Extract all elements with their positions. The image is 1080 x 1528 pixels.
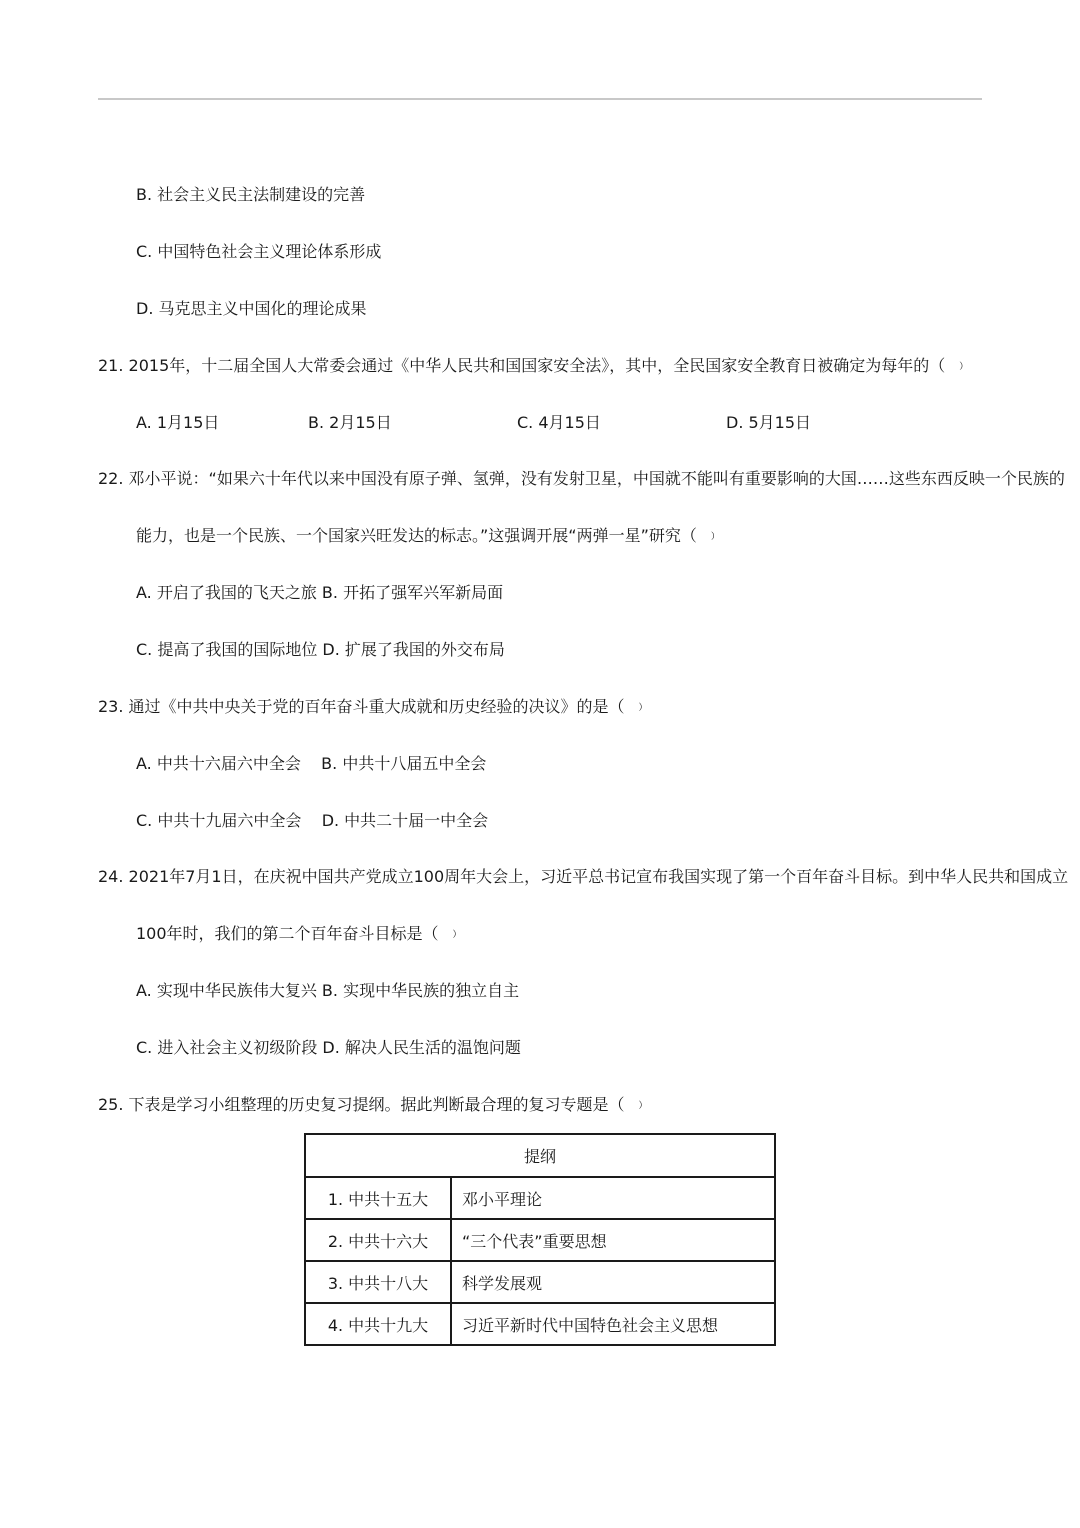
answer-paren: ） (638, 702, 648, 713)
q23-options-row1[interactable]: A. 中共十六届六中全会 B. 中共十八届五中全会 (136, 754, 487, 773)
table-cell-congress: 2. 中共十六大 (305, 1219, 451, 1261)
table-row (305, 1177, 775, 1219)
table-row (305, 1219, 775, 1261)
review-outline-table (304, 1133, 776, 1346)
q21-option-a[interactable]: A. 1月15日 (136, 413, 220, 432)
table-cell-congress: 3. 中共十八大 (305, 1261, 451, 1303)
question-25-text: 25. 下表是学习小组整理的历史复习提纲。据此判断最合理的复习专题是（ (98, 1095, 625, 1114)
q24-options-row2[interactable]: C. 进入社会主义初级阶段 D. 解决人民生活的温饱问题 (136, 1038, 521, 1057)
answer-paren: ） (638, 1100, 648, 1111)
question-23-stem (98, 695, 648, 720)
question-24-stem-line2 (136, 922, 462, 947)
answer-paren: ） (452, 929, 462, 940)
table-cell-theory: 科学发展观 (451, 1261, 775, 1303)
question-24-stem-line1: 24. 2021年7月1日，在庆祝中国共产党成立100周年大会上，习近平总书记宣布我国实现了第一个百年奋斗目标。到中华人民共和国成立 (98, 867, 1069, 886)
header-rule (98, 98, 982, 100)
question-22-stem-line1: 22. 邓小平说：“如果六十年代以来中国没有原子弹、氢弹，没有发射卫星，中国就不能叫有重要影响的大国……这些东西反映一个民族的 (98, 469, 1065, 488)
question-24-text: 100年时，我们的第二个百年奋斗目标是（ (136, 924, 439, 943)
table-row (305, 1261, 775, 1303)
q22-options-row2[interactable]: C. 提高了我国的国际地位 D. 扩展了我国的外交布局 (136, 640, 505, 659)
table-cell-congress: 4. 中共十九大 (305, 1303, 451, 1345)
q21-option-c[interactable]: C. 4月15日 (517, 413, 601, 432)
table-header-cell: 提纲 (305, 1134, 775, 1177)
question-21-text: 21. 2015年，十二届全国人大常委会通过《中华人民共和国国家安全法》，其中，全民国家安全教育日被确定为每年的（ (98, 356, 946, 375)
q21-option-b[interactable]: B. 2月15日 (308, 413, 392, 432)
q21-option-d[interactable]: D. 5月15日 (726, 413, 812, 432)
question-23-text: 23. 通过《中共中央关于党的百年奋斗重大成就和历史经验的决议》的是（ (98, 697, 625, 716)
table-cell-congress: 1. 中共十五大 (305, 1177, 451, 1219)
q24-options-row1[interactable]: A. 实现中华民族伟大复兴 B. 实现中华民族的独立自主 (136, 981, 520, 1000)
option-d-prev[interactable]: D. 马克思主义中国化的理论成果 (136, 299, 367, 318)
answer-paren: ） (710, 531, 720, 542)
question-22-stem-line2 (136, 524, 720, 549)
question-22-text: 能力，也是一个民族、一个国家兴旺发达的标志。”这强调开展“两弹一星”研究（ (136, 526, 697, 545)
table-cell-theory: 习近平新时代中国特色社会主义思想 (451, 1303, 775, 1345)
question-25-stem (98, 1093, 648, 1118)
table-cell-theory: “三个代表”重要思想 (451, 1219, 775, 1261)
option-c-prev[interactable]: C. 中国特色社会主义理论体系形成 (136, 242, 382, 261)
table-cell-theory: 邓小平理论 (451, 1177, 775, 1219)
answer-paren: ） (959, 361, 969, 372)
table-header-row (305, 1134, 775, 1177)
question-21-stem (98, 354, 968, 379)
q22-options-row1[interactable]: A. 开启了我国的飞天之旅 B. 开拓了强军兴军新局面 (136, 583, 504, 602)
q23-options-row2[interactable]: C. 中共十九届六中全会 D. 中共二十届一中全会 (136, 811, 489, 830)
table-row (305, 1303, 775, 1345)
option-b-prev[interactable]: B. 社会主义民主法制建设的完善 (136, 185, 366, 204)
